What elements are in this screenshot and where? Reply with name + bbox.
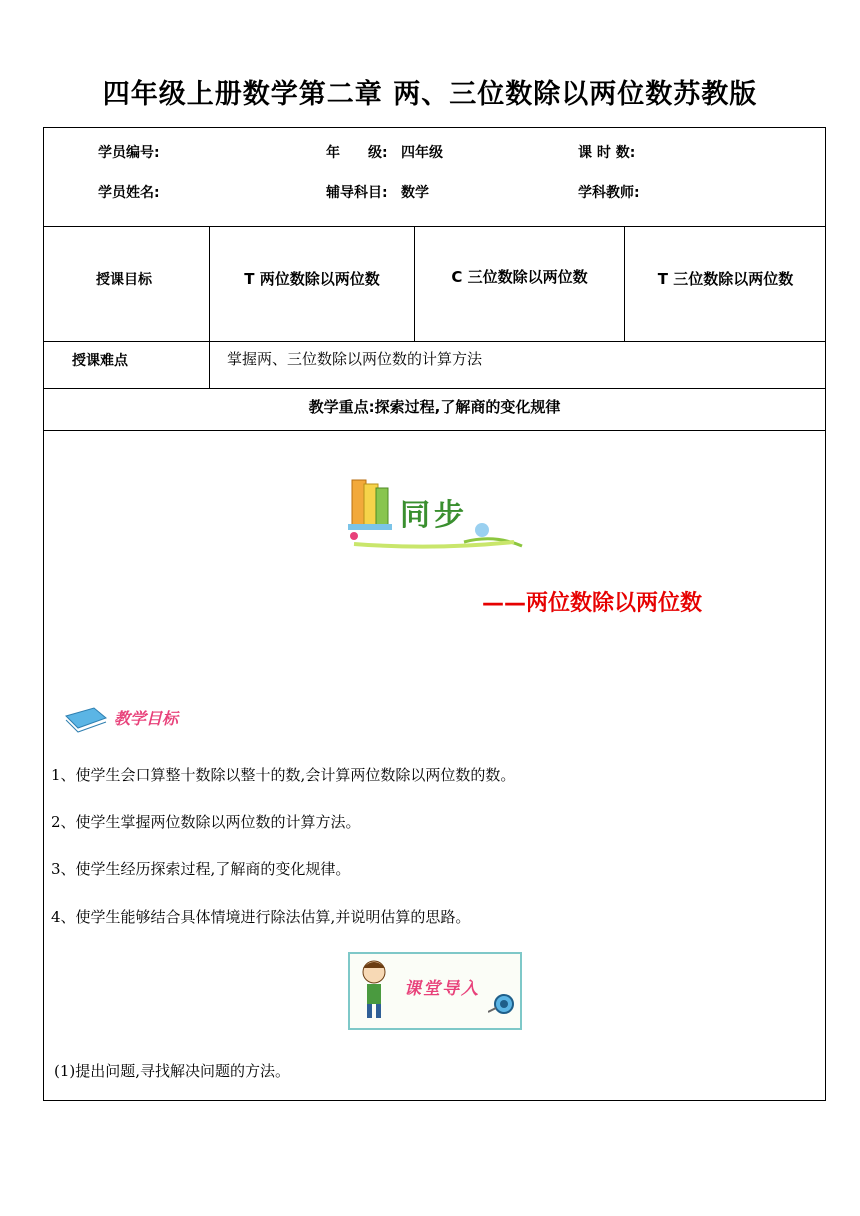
- row-divider: [44, 388, 825, 389]
- student-id-label: 学员编号:: [98, 145, 160, 161]
- class-hours-label: 课 时 数:: [578, 145, 636, 161]
- difficulty-value: 掌握两、三位数除以两位数的计算方法: [227, 350, 483, 368]
- goal-t2: T 三位数除以两位数: [657, 270, 794, 288]
- objective-item: 4、使学生能够结合具体情境进行除法估算,并说明估算的思路。: [51, 908, 471, 926]
- difficulty-label: 授课难点: [72, 353, 128, 369]
- document-title: 四年级上册数学第二章 两、三位数除以两位数苏教版: [102, 79, 758, 110]
- subject-label: 辅导科目:: [326, 185, 388, 201]
- class-intro-banner-text: 课堂导入: [404, 979, 480, 999]
- lesson-table: [43, 127, 826, 1101]
- student-character-icon: [354, 956, 394, 1026]
- magnifier-icon: [488, 990, 518, 1020]
- student-name-label: 学员姓名:: [98, 185, 160, 201]
- grade-label: 年 级:: [326, 145, 388, 161]
- notebook-icon: [64, 700, 108, 736]
- teacher-label: 学科教师:: [578, 185, 640, 201]
- row-divider: [44, 341, 825, 342]
- goal-t1: T 两位数除以两位数: [244, 270, 380, 288]
- goal-c: C 三位数除以两位数: [451, 268, 588, 286]
- sync-banner-text: 同步: [400, 498, 468, 533]
- teaching-goal-label: 授课目标: [96, 272, 152, 288]
- row-divider: [44, 430, 825, 431]
- objective-item: 3、使学生经历探索过程,了解商的变化规律。: [51, 860, 351, 878]
- grade-value: 四年级: [401, 145, 443, 161]
- objective-item: 2、使学生掌握两位数除以两位数的计算方法。: [51, 813, 361, 831]
- class-intro-banner: [348, 952, 522, 1030]
- sync-banner: [344, 470, 534, 562]
- row-divider: [44, 226, 825, 227]
- lesson-subtitle: ——两位数除以两位数: [482, 591, 703, 616]
- intro-step-1: (1)提出问题,寻找解决问题的方法。: [54, 1062, 291, 1080]
- objective-item: 1、使学生会口算整十数除以整十的数,会计算两位数除以两位数的数。: [51, 766, 516, 784]
- teaching-goals-banner-text: 教学目标: [114, 709, 179, 728]
- column-divider: [209, 226, 210, 388]
- subject-value: 数学: [401, 185, 429, 201]
- teaching-focus: 教学重点:探索过程,了解商的变化规律: [308, 398, 561, 416]
- teaching-goals-banner: [64, 698, 214, 738]
